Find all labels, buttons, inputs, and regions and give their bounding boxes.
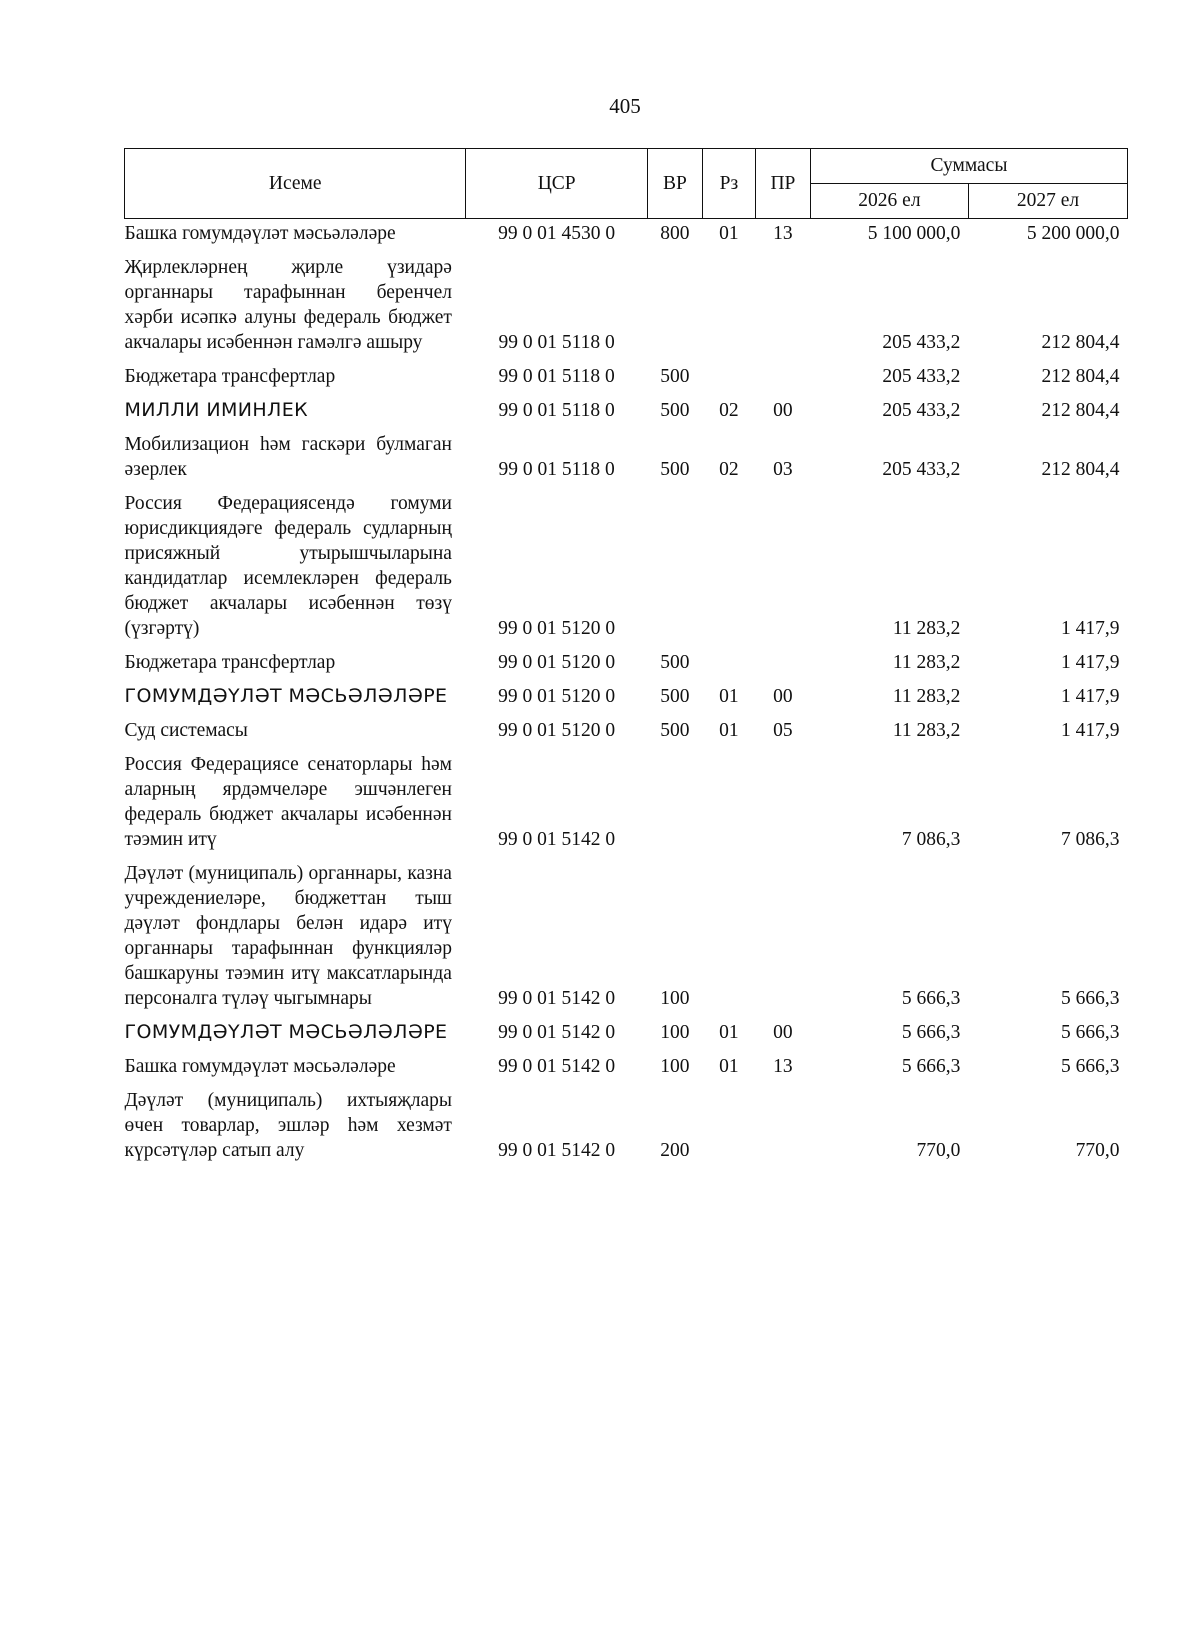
row-csr-code: 99 0 01 5142 0 <box>498 1140 616 1161</box>
table-row <box>125 1079 1128 1163</box>
row-pr-code: 00 <box>773 400 793 421</box>
row-csr-code: 99 0 01 5118 0 <box>498 366 615 387</box>
row-name: Бюджетара трансфертлар <box>124 366 336 387</box>
header-name: Исеме <box>125 149 466 219</box>
row-vr-code <box>647 482 702 641</box>
row-amount-2026: 205 433,2 <box>882 332 961 353</box>
header-sums: Суммасы <box>810 149 1127 184</box>
row-pr-code <box>755 641 810 675</box>
row-amount-2026: 205 433,2 <box>882 459 961 480</box>
row-rz-code <box>702 1079 755 1163</box>
row-pr-code: 00 <box>773 686 793 707</box>
row-amount-2026: 11 283,2 <box>892 618 961 639</box>
row-rz-code: 01 <box>719 686 739 707</box>
row-name: Җирлекләрнең җирле үзидарә органнары тарафыннан беренчел хәрби исәпкә алуны федераль бюджет акчалары исәбеннән гамәлгә ашыру <box>124 257 452 353</box>
row-amount-2027: 1 417,9 <box>1061 686 1120 707</box>
row-rz-code: 02 <box>719 400 739 421</box>
table-row <box>125 389 1128 423</box>
table-row <box>125 1011 1128 1045</box>
row-pr-code: 05 <box>773 720 793 741</box>
row-name: Башка гомумдәүләт мәсьәләләре <box>124 223 396 244</box>
row-rz-code: 01 <box>719 223 739 244</box>
table-header <box>125 149 1128 219</box>
row-csr-code: 99 0 01 5120 0 <box>498 720 616 741</box>
row-csr-code: 99 0 01 5118 0 <box>498 459 615 480</box>
row-vr-code: 500 <box>660 400 690 421</box>
row-pr-code <box>755 482 810 641</box>
row-amount-2026: 5 100 000,0 <box>867 223 961 244</box>
row-rz-code <box>702 743 755 852</box>
row-rz-code <box>702 852 755 1011</box>
row-amount-2027: 212 804,4 <box>1041 332 1120 353</box>
table-row <box>125 852 1128 1011</box>
row-vr-code: 500 <box>660 366 690 387</box>
row-csr-code: 99 0 01 5120 0 <box>498 618 616 639</box>
row-amount-2026: 770,0 <box>916 1140 961 1161</box>
row-vr-code: 500 <box>660 720 690 741</box>
header-year-2026: 2026 ел <box>810 184 968 219</box>
row-name: ГОМУМДӘҮЛӘТ МӘСЬӘЛӘЛӘРЕ <box>124 1021 448 1043</box>
row-amount-2026: 11 283,2 <box>892 686 961 707</box>
row-vr-code <box>647 743 702 852</box>
table-row <box>125 743 1128 852</box>
row-amount-2027: 7 086,3 <box>1061 829 1120 850</box>
row-rz-code <box>702 246 755 355</box>
row-amount-2027: 770,0 <box>1075 1140 1120 1161</box>
row-pr-code: 13 <box>773 1056 793 1077</box>
row-pr-code: 03 <box>773 459 793 480</box>
row-pr-code: 00 <box>773 1022 793 1043</box>
row-rz-code: 01 <box>719 1022 739 1043</box>
table-row <box>125 355 1128 389</box>
row-vr-code: 500 <box>660 459 690 480</box>
row-vr-code: 200 <box>660 1140 690 1161</box>
row-amount-2026: 205 433,2 <box>882 400 961 421</box>
row-amount-2026: 5 666,3 <box>901 1022 961 1043</box>
row-amount-2027: 1 417,9 <box>1061 720 1120 741</box>
row-pr-code <box>755 246 810 355</box>
row-name: Дәүләт (муниципаль) ихтыяҗлары өчен товарлар, эшләр һәм хезмәт күрсәтүләр сатып алу <box>124 1090 452 1161</box>
row-rz-code: 01 <box>719 1056 739 1077</box>
row-csr-code: 99 0 01 5142 0 <box>498 829 616 850</box>
header-vr: ВР <box>647 149 702 219</box>
table-row <box>125 219 1128 247</box>
table-row <box>125 423 1128 482</box>
row-pr-code <box>755 1079 810 1163</box>
table-row <box>125 675 1128 709</box>
row-csr-code: 99 0 01 5142 0 <box>498 1022 616 1043</box>
table-body <box>125 219 1128 1164</box>
row-amount-2027: 1 417,9 <box>1061 618 1120 639</box>
row-csr-code: 99 0 01 5118 0 <box>498 332 615 353</box>
header-rz: Рз <box>702 149 755 219</box>
row-name: МИЛЛИ ИМИНЛЕК <box>124 399 309 421</box>
row-vr-code: 100 <box>660 988 690 1009</box>
row-amount-2026: 5 666,3 <box>901 988 961 1009</box>
table-row <box>125 1045 1128 1079</box>
row-amount-2027: 212 804,4 <box>1041 459 1120 480</box>
row-name: Россия Федерациясе сенаторлары һәм аларның ярдәмчеләре эшчәнлеген федераль бюджет акчалары исәбеннән тәэмин итү <box>124 754 452 850</box>
table-row <box>125 246 1128 355</box>
row-name: ГОМУМДӘҮЛӘТ МӘСЬӘЛӘЛӘРЕ <box>124 685 448 707</box>
row-name: Башка гомумдәүләт мәсьәләләре <box>124 1056 396 1077</box>
row-pr-code <box>755 852 810 1011</box>
row-name: Мобилизацион һәм гаскәри булмаган әзерлек <box>124 434 452 480</box>
row-name: Дәүләт (муниципаль) органнары, казна учреждениеләре, бюджеттан тыш дәүләт фондлары белән идарә итү органнары тарафыннан функцияләр башкаруны тәэмин итү максатларында персоналга түләү чыгымнары <box>124 863 452 1009</box>
row-amount-2026: 11 283,2 <box>892 652 961 673</box>
row-csr-code: 99 0 01 4530 0 <box>498 223 616 244</box>
row-amount-2027: 5 200 000,0 <box>1026 223 1120 244</box>
row-amount-2027: 1 417,9 <box>1061 652 1120 673</box>
table-row <box>125 709 1128 743</box>
row-amount-2027: 5 666,3 <box>1061 1022 1120 1043</box>
row-amount-2026: 11 283,2 <box>892 720 961 741</box>
row-amount-2026: 5 666,3 <box>901 1056 961 1077</box>
row-amount-2027: 212 804,4 <box>1041 366 1120 387</box>
row-rz-code: 01 <box>719 720 739 741</box>
row-name: Бюджетара трансфертлар <box>124 652 336 673</box>
row-csr-code: 99 0 01 5120 0 <box>498 686 616 707</box>
header-csr: ЦСР <box>466 149 647 219</box>
row-vr-code: 800 <box>660 223 690 244</box>
budget-table <box>124 148 1128 1163</box>
row-rz-code <box>702 355 755 389</box>
table-row <box>125 641 1128 675</box>
row-vr-code: 500 <box>660 686 690 707</box>
row-amount-2027: 5 666,3 <box>1061 1056 1120 1077</box>
row-name: Суд системасы <box>124 720 248 741</box>
row-rz-code: 02 <box>719 459 739 480</box>
header-year-2027: 2027 ел <box>968 184 1127 219</box>
row-vr-code: 100 <box>660 1022 690 1043</box>
row-pr-code <box>755 743 810 852</box>
row-rz-code <box>702 641 755 675</box>
row-csr-code: 99 0 01 5118 0 <box>498 400 615 421</box>
row-amount-2026: 205 433,2 <box>882 366 961 387</box>
header-pr: ПР <box>755 149 810 219</box>
row-vr-code: 500 <box>660 652 690 673</box>
table-row <box>125 482 1128 641</box>
row-rz-code <box>702 482 755 641</box>
row-pr-code: 13 <box>773 223 793 244</box>
row-csr-code: 99 0 01 5142 0 <box>498 1056 616 1077</box>
row-csr-code: 99 0 01 5120 0 <box>498 652 616 673</box>
row-name: Россия Федерациясендә гомуми юрисдикциядәге федераль судларның присяжный утырышчыларына кандидатлар исемлекләрен федераль бюджет акчалары исәбеннән төзү (үзгәртү) <box>124 493 452 639</box>
row-pr-code <box>755 355 810 389</box>
page-number: 405 <box>609 94 641 118</box>
row-vr-code: 100 <box>660 1056 690 1077</box>
row-amount-2026: 7 086,3 <box>901 829 961 850</box>
row-amount-2027: 5 666,3 <box>1061 988 1120 1009</box>
row-csr-code: 99 0 01 5142 0 <box>498 988 616 1009</box>
row-amount-2027: 212 804,4 <box>1041 400 1120 421</box>
row-vr-code <box>647 246 702 355</box>
